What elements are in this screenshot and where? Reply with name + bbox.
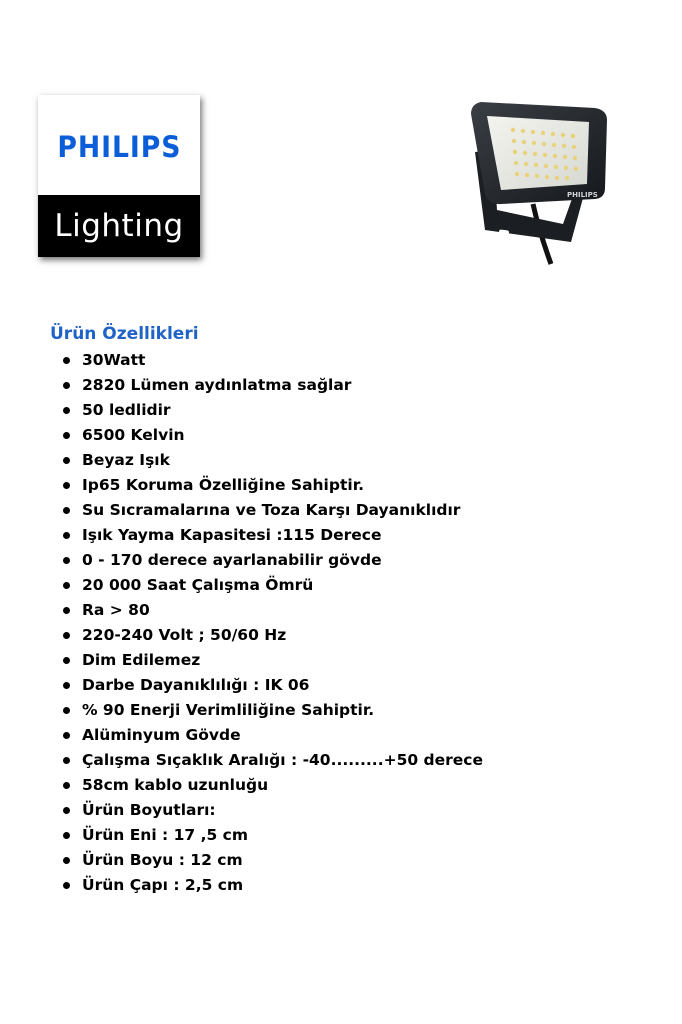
list-item [62,423,483,448]
philips-lighting-logo [38,95,200,257]
logo-subtitle-text: Lighting [54,208,184,244]
list-item [62,873,483,898]
bullet-icon [63,532,70,539]
list-item-text: Ra > 80 [82,601,150,619]
logo-brand-text: PHILIPS [57,130,181,164]
bullet-icon [63,582,70,589]
list-item [62,498,483,523]
list-item [62,448,483,473]
bullet-icon [63,657,70,664]
floodlight-product-photo [455,92,630,267]
list-item-text: 58cm kablo uzunluğu [82,776,269,794]
list-item [62,823,483,848]
bullet-icon [63,632,70,639]
bullet-icon [63,807,70,814]
list-item [62,398,483,423]
list-item-text: 20 000 Saat Çalışma Ömrü [82,576,314,594]
feature-list [62,348,483,898]
list-item [62,673,483,698]
list-item-text: Işık Yayma Kapasitesi :115 Derece [82,526,382,544]
list-item [62,848,483,873]
bullet-icon [63,757,70,764]
list-item [62,773,483,798]
list-item [62,723,483,748]
bullet-icon [63,707,70,714]
bullet-icon [63,832,70,839]
logo-subtitle-area [38,195,200,257]
list-item [62,348,483,373]
list-item-text: Beyaz Işık [82,451,170,469]
list-item-text: Su Sıcramalarına ve Toza Karşı Dayanıklıdır [82,501,461,519]
list-item [62,523,483,548]
list-item-text: Ürün Boyu : 12 cm [82,851,243,869]
list-item [62,748,483,773]
list-item [62,623,483,648]
list-item-text: Çalışma Sıçaklık Aralığı : -40.........+50 derece [82,751,483,769]
bullet-icon [63,507,70,514]
list-item-text: 30Watt [82,351,146,369]
bullet-icon [63,732,70,739]
list-item [62,648,483,673]
list-item-text: 0 - 170 derece ayarlanabilir gövde [82,551,382,569]
bullet-icon [63,482,70,489]
list-item-text: 6500 Kelvin [82,426,185,444]
bullet-icon [63,382,70,389]
bullet-icon [63,857,70,864]
bullet-icon [63,407,70,414]
bullet-icon [63,607,70,614]
bullet-icon [63,357,70,364]
bullet-icon [63,682,70,689]
list-item [62,598,483,623]
list-item [62,373,483,398]
list-item-text: Ürün Boyutları: [82,801,216,819]
product-brand-mark: PHILIPS [567,191,598,199]
list-item [62,473,483,498]
list-item-text: 220-240 Volt ; 50/60 Hz [82,626,287,644]
logo-brand-area [38,95,200,195]
list-item [62,548,483,573]
list-item-text: 50 ledlidir [82,401,171,419]
bullet-icon [63,432,70,439]
list-item-text: Ürün Çapı : 2,5 cm [82,876,244,894]
bullet-icon [63,882,70,889]
bullet-icon [63,782,70,789]
list-item [62,698,483,723]
list-item-text: 2820 Lümen aydınlatma sağlar [82,376,352,394]
section-title: Ürün Özellikleri [50,324,199,344]
list-item-text: Ip65 Koruma Özelliğine Sahiptir. [82,476,365,494]
list-item-text: Dim Edilemez [82,651,201,669]
bullet-icon [63,457,70,464]
list-item-text: Ürün Eni : 17 ,5 cm [82,826,248,844]
list-item-text: % 90 Enerji Verimliliğine Sahiptir. [82,701,375,719]
list-item-text: Darbe Dayanıklılığı : IK 06 [82,676,310,694]
list-item-text: Alüminyum Gövde [82,726,241,744]
bullet-icon [63,557,70,564]
list-item [62,573,483,598]
list-item [62,798,483,823]
